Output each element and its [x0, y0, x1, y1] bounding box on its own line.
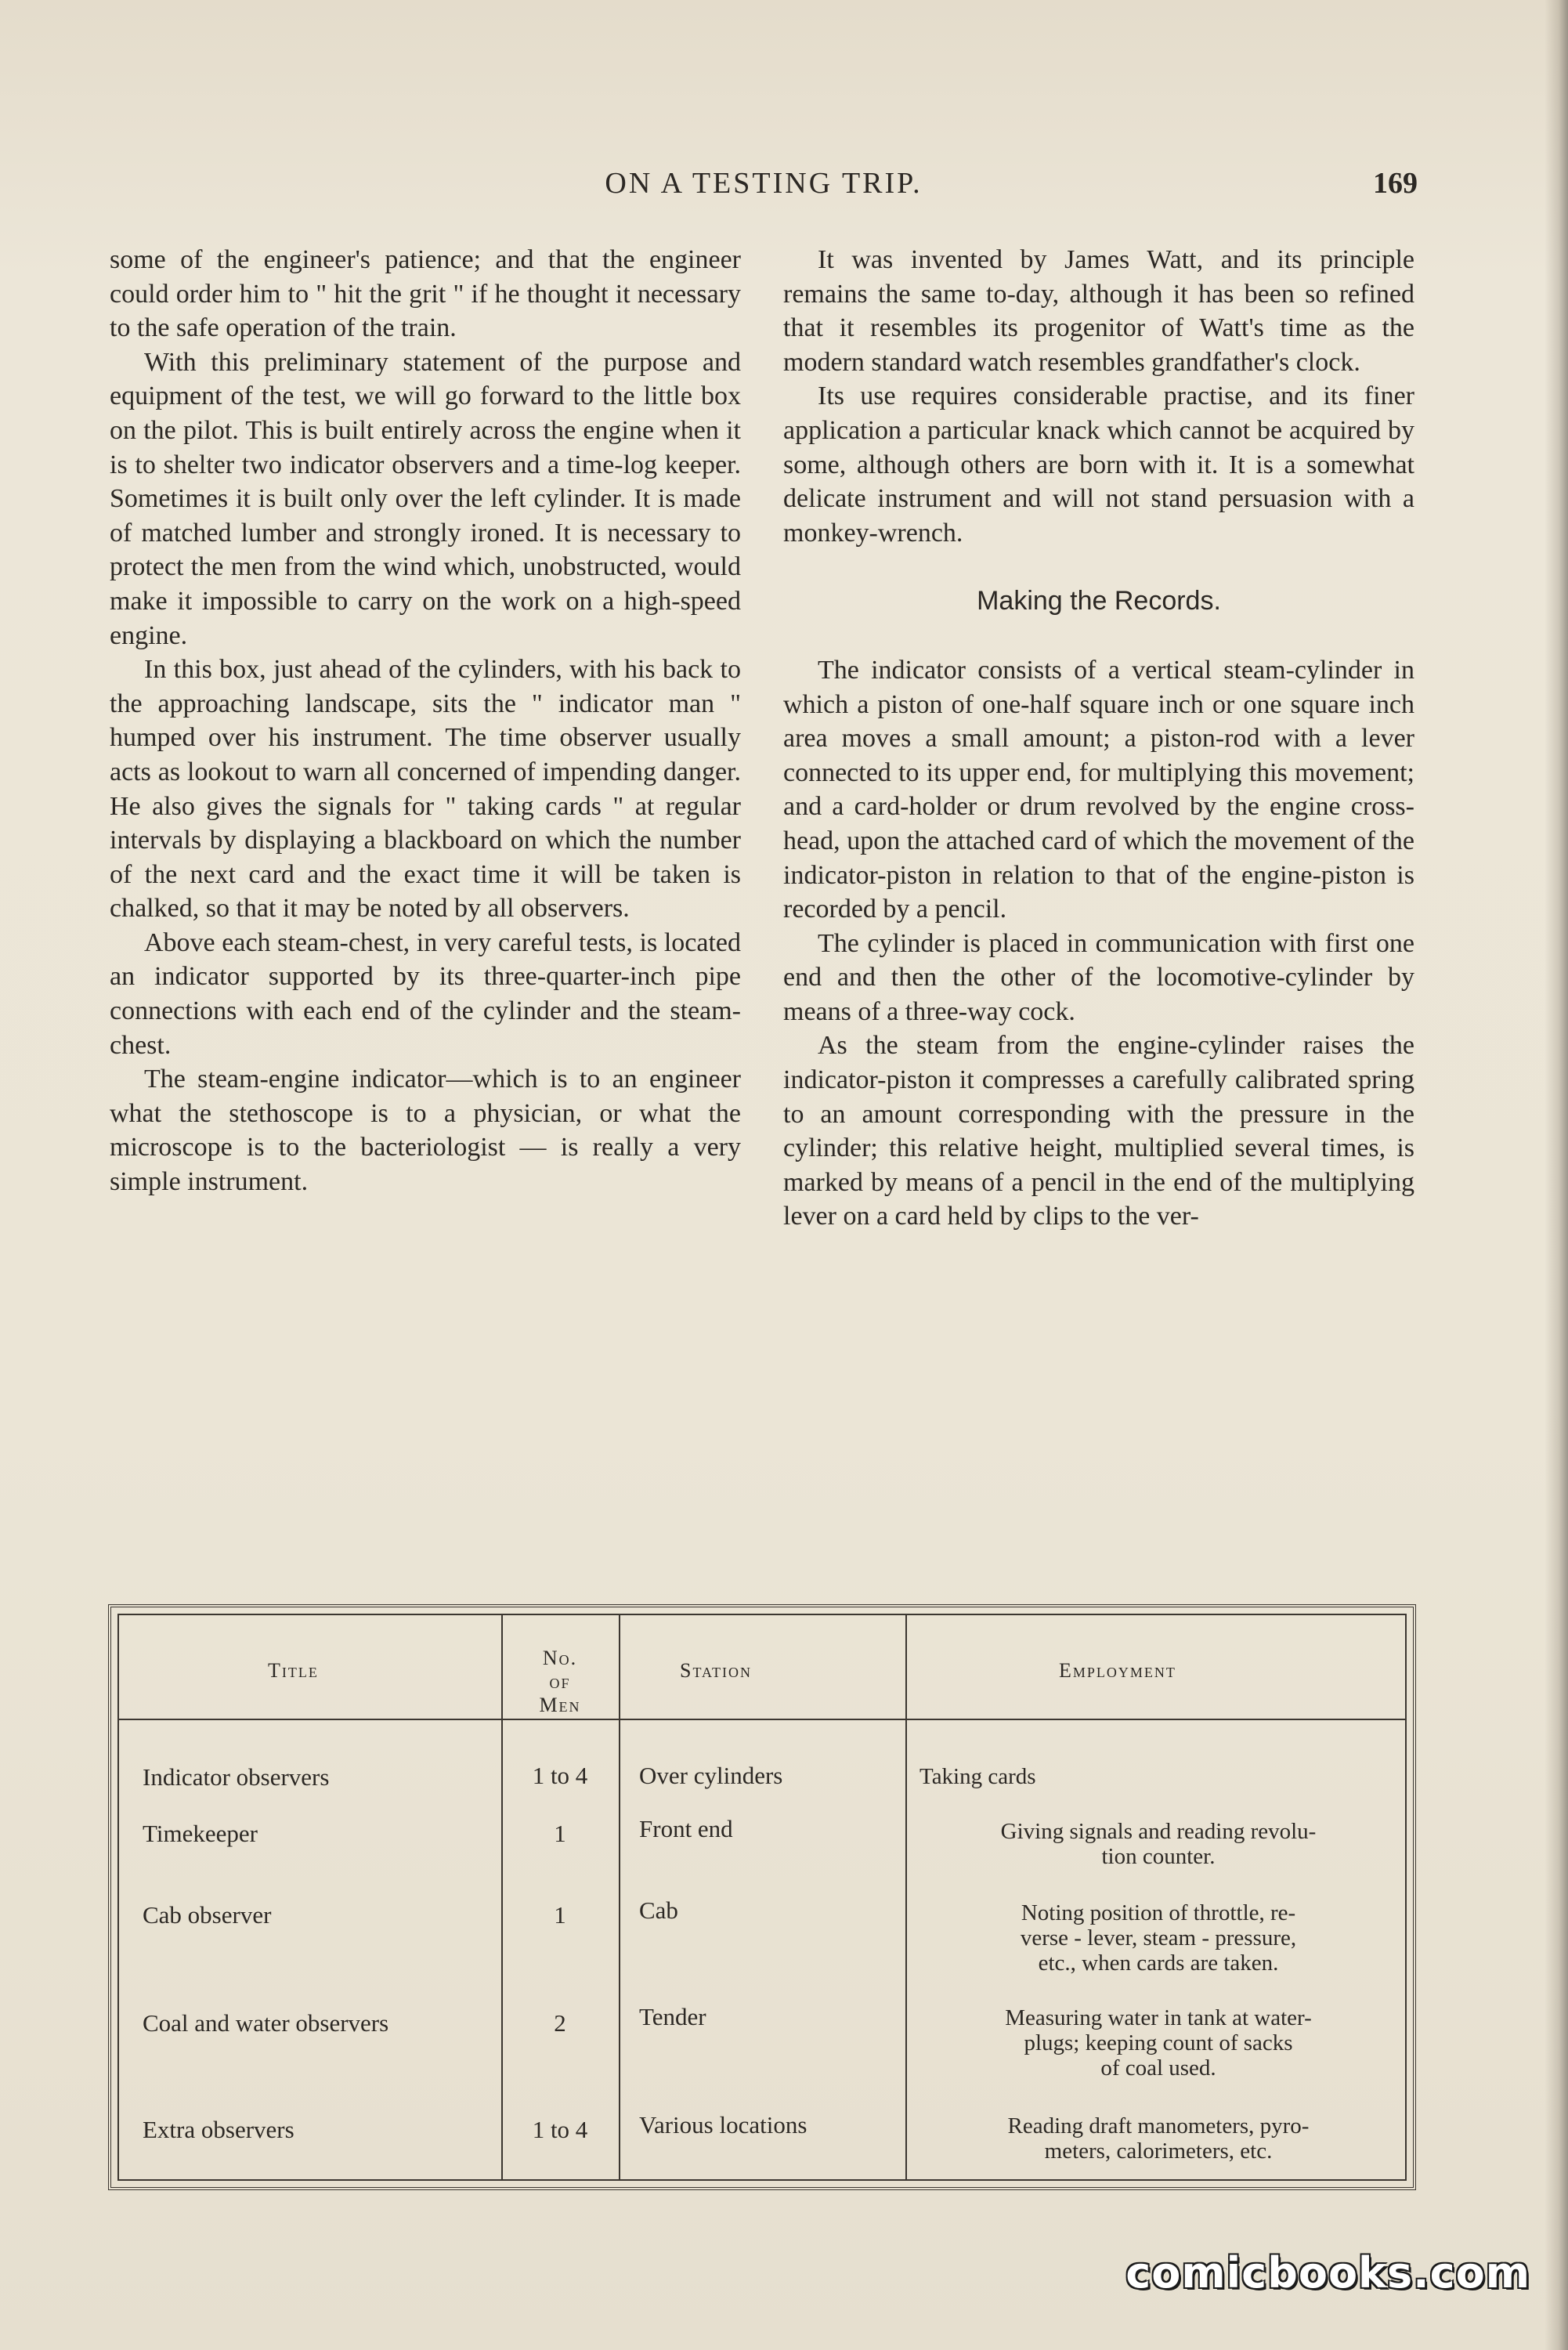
page-header [110, 166, 1418, 213]
header-divider [119, 1719, 1405, 1720]
paragraph: In this box, just ahead of the cylinders, with his back to the approaching landscape, sits the " indicator man " humped over his instrument. The time observer usually acts as lookout to warn all concerned of impending danger. He also gives the signals for " taking cards " at regular intervals by displaying a blackboard on which the number of the next card and the exact time it will be taken is chalked, so that it may be noted by all observers. [110, 655, 741, 924]
paragraph: The cylinder is placed in communication with first one end and then the other of the locomotive-cylinder by means of a three-way cock. [783, 928, 1414, 1026]
row-station: Various locations [639, 2111, 807, 2138]
employment-line: meters, calorimeters, etc. [1044, 2138, 1273, 2164]
paragraph: With this preliminary statement of the purpose and equipment of the test, we will go forward to the little box on the pilot. This is built entirely across the engine when it is to shelter two indicator observers and a time-log keeper. Sometimes it is built only over the left cylinder. It is made of matched lumber and strongly ironed. It is necessary to protect the men from the wind which, unobstructed, would make it impossible to carry on the work on a high-speed engine. [110, 347, 741, 650]
watermark-logo: comicbooks.com [1125, 2248, 1530, 2298]
column-divider [619, 1615, 620, 2179]
section-subheading: Making the Records. [977, 586, 1221, 616]
employment-line: Noting position of throttle, re- [1021, 1900, 1296, 1925]
header-employment: Employment [1059, 1659, 1176, 1682]
row-station: Over cylinders [639, 1762, 783, 1789]
row-title: Timekeeper [143, 1820, 258, 1847]
employment-line: etc., when cards are taken. [1038, 1950, 1279, 1976]
row-men: 1 [554, 1901, 566, 1929]
employment-line: verse - lever, steam - pressure, [1020, 1925, 1297, 1950]
employment-line: of coal used. [1100, 2055, 1216, 2081]
row-employment [919, 1900, 1397, 1976]
row-employment [919, 2113, 1397, 2164]
row-men: 1 [554, 1820, 566, 1847]
left-column [110, 243, 741, 1199]
page-binding-shadow [1545, 0, 1568, 2350]
row-station: Front end [639, 1815, 733, 1842]
paragraph: some of the engineer's patience; and that the engineer could order him to " hit the grit " if he thought it necessary to the safe operation of the train. [110, 245, 741, 343]
page-number: 169 [1373, 167, 1418, 200]
row-men: 1 to 4 [532, 1762, 588, 1789]
row-station: Cab [639, 1896, 678, 1924]
column-divider [501, 1615, 503, 2179]
paragraph: The indicator consists of a vertical steam-cylinder in which a piston of one-half square inch or one square inch area moves a small amount; a piston-rod with a lever connected to its upper end, for multiplying this movement; and a card-holder or drum revolved by the engine cross-head, upon the attached card of which the movement of the indicator-piston in relation to that of the engine-piston is recorded by a pencil. [783, 655, 1414, 924]
employment-line: Giving signals and reading revolu- [1000, 1819, 1317, 1844]
paragraph: Its use requires considerable practise, and its finer application a particular knack which cannot be acquired by some, although others are born with it. It is a somewhat delicate instrument and will not stand persuasion with a monkey-wrench. [783, 381, 1414, 548]
paragraph: Above each steam-chest, in very careful tests, is located an indicator supported by its three-quarter-inch pipe connections with each end of the cylinder and the steam-chest. [110, 927, 741, 1060]
employment-line: Taking cards [919, 1764, 1036, 1789]
row-title: Indicator observers [143, 1763, 330, 1791]
employment-line: Reading draft manometers, pyro- [1007, 2113, 1310, 2138]
row-employment [919, 1764, 1389, 1789]
employment-line: tion counter. [1101, 1844, 1216, 1869]
row-title: Extra observers [143, 2116, 294, 2143]
header-men-line2: Men [539, 1694, 581, 1716]
row-title: Cab observer [143, 1901, 272, 1929]
employment-line: plugs; keeping count of sacks [1024, 2030, 1293, 2055]
row-men: 1 to 4 [532, 2116, 588, 2143]
running-title: ON A TESTING TRIP. [605, 167, 923, 200]
header-title: Title [268, 1659, 319, 1682]
row-station: Tender [639, 2003, 706, 2030]
staff-table-inner [117, 1614, 1407, 2181]
paragraph: The steam-engine indicator—which is to an engineer what the stethoscope is to a physician, or what the microscope is to the bacteriologist — is really a very simple instrument. [110, 1065, 741, 1197]
row-employment [919, 2005, 1397, 2081]
paragraph: As the steam from the engine-cylinder raises the indicator-piston it compresses a carefully calibrated spring to an amount corresponding with the pressure in the cylinder; this relative height, multiplied several times, is marked by means of a pencil in the end of the multiplying lever on a card held by clips to the ver- [783, 1031, 1414, 1231]
row-employment [919, 1819, 1397, 1869]
row-title: Coal and water observers [143, 2009, 389, 2037]
column-divider [905, 1615, 907, 2179]
paragraph: It was invented by James Watt, and its principle remains the same to-day, although it has been so refined that it resembles its progenitor of Watt's time as the modern standard watch resembles grandfather's clock. [783, 245, 1414, 377]
staff-table [108, 1604, 1416, 2190]
header-men-line1: No. of [542, 1647, 578, 1693]
header-station: Station [680, 1659, 753, 1682]
row-men: 2 [554, 2009, 566, 2037]
employment-line: Measuring water in tank at water- [1005, 2005, 1312, 2030]
right-column [783, 243, 1414, 1234]
header-men [533, 1647, 587, 1717]
